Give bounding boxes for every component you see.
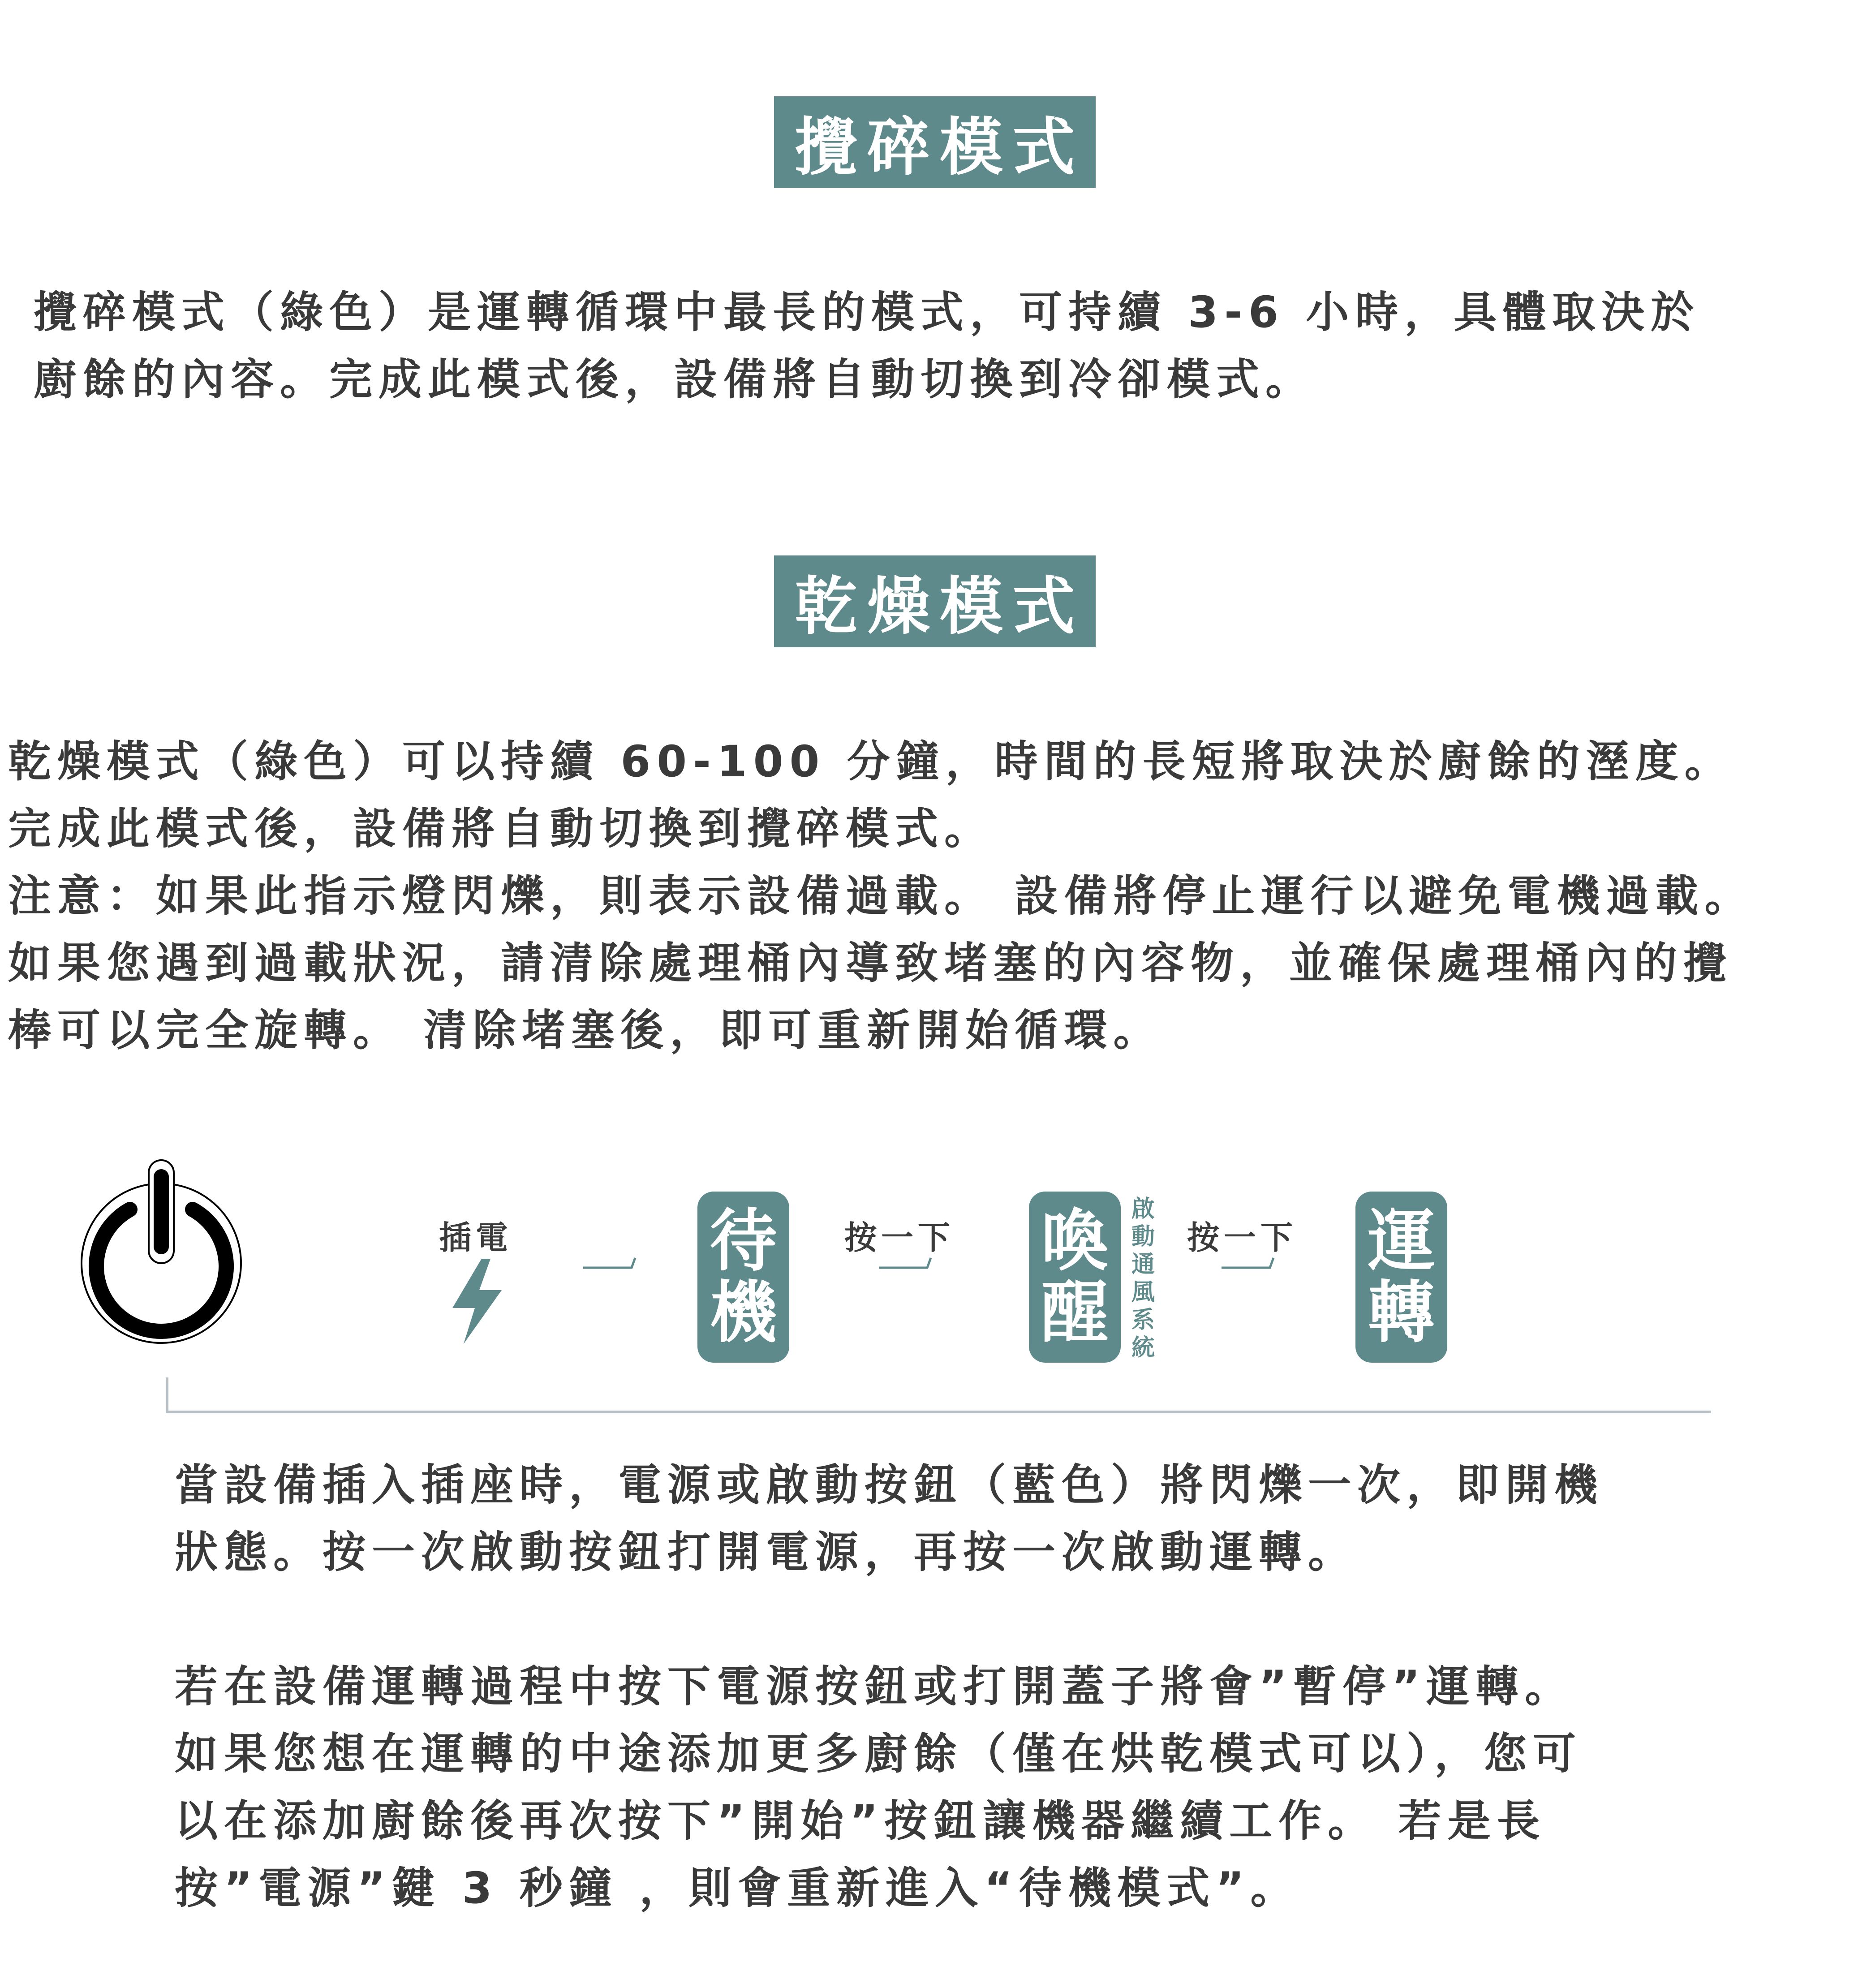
text-line: 按”電源”鍵 3 秒鐘 ，則會重新進入“待機模式”。 [175, 1863, 1300, 1913]
state-char: 喚 [1041, 1202, 1109, 1280]
power-note-paragraph-1 [175, 1451, 1720, 1586]
plug-in-label: 插電 [439, 1219, 513, 1256]
shred-mode-description [34, 279, 1852, 413]
text-line: 狀態。按一次啟動按鈕打開電源，再按一次啟動運轉。 [175, 1527, 1357, 1577]
text-line: 如果您想在運轉的中途添加更多廚餘（僅在烘乾模式可以），您可 [175, 1729, 1582, 1779]
lightning-icon [448, 1259, 506, 1344]
text-line: 廚餘的內容。完成此模式後，設備將自動切換到冷卻模式。 [34, 354, 1315, 404]
state-char: 轉 [1368, 1274, 1435, 1352]
text-line: 乾燥模式（綠色）可以持續 60-100 分鐘，時間的長短將取決於廚餘的溼度。 [8, 736, 1734, 787]
shred-mode-title: 攪碎模式 [774, 96, 1096, 188]
text-line: 若在設備運轉過程中按下電源按鈕或打開蓋子將會”暫停”運轉。 [175, 1661, 1574, 1712]
run-state-box [1355, 1192, 1447, 1363]
bracket-divider [166, 1377, 1711, 1413]
text-line: 注意：如果此指示燈閃爍，則表示設備過載。 設備將停止運行以避免電機過載。 [8, 871, 1754, 921]
state-char: 機 [710, 1274, 777, 1352]
arrow-icon [1221, 1250, 1279, 1277]
wake-state-box [1029, 1192, 1121, 1363]
text-line: 攪碎模式（綠色）是運轉循環中最長的模式，可持續 3-6 小時，具體取決於 [34, 287, 1700, 337]
state-char: 待 [710, 1202, 777, 1280]
text-line: 如果您遇到過載狀況，請清除處理桶內導致堵塞的內容物，並確保處理桶內的攪 [8, 938, 1733, 988]
arrow-icon [582, 1250, 641, 1277]
press-once-label: 按一下 [1187, 1219, 1298, 1256]
text-line: 當設備插入插座時，電源或啟動按鈕（藍色）將閃爍一次，即開機 [175, 1460, 1604, 1510]
dry-mode-description [8, 728, 1863, 1064]
standby-state-box [697, 1192, 789, 1363]
state-char: 運 [1368, 1202, 1435, 1280]
dry-mode-title: 乾燥模式 [774, 555, 1096, 647]
text-line: 棒可以完全旋轉。 清除堵塞後，即可重新開始循環。 [8, 1005, 1163, 1055]
power-note-paragraph-2 [175, 1653, 1720, 1922]
text-line: 完成此模式後，設備將自動切換到攪碎模式。 [8, 804, 994, 854]
state-char: 醒 [1041, 1274, 1109, 1352]
power-icon [81, 1156, 242, 1344]
wake-note: 啟動通風系統 [1131, 1196, 1155, 1361]
press-once-label: 按一下 [844, 1219, 955, 1256]
text-line: 以在添加廚餘後再次按下”開始”按鈕讓機器繼續工作。 若是長 [175, 1796, 1546, 1846]
arrow-icon [878, 1250, 936, 1277]
